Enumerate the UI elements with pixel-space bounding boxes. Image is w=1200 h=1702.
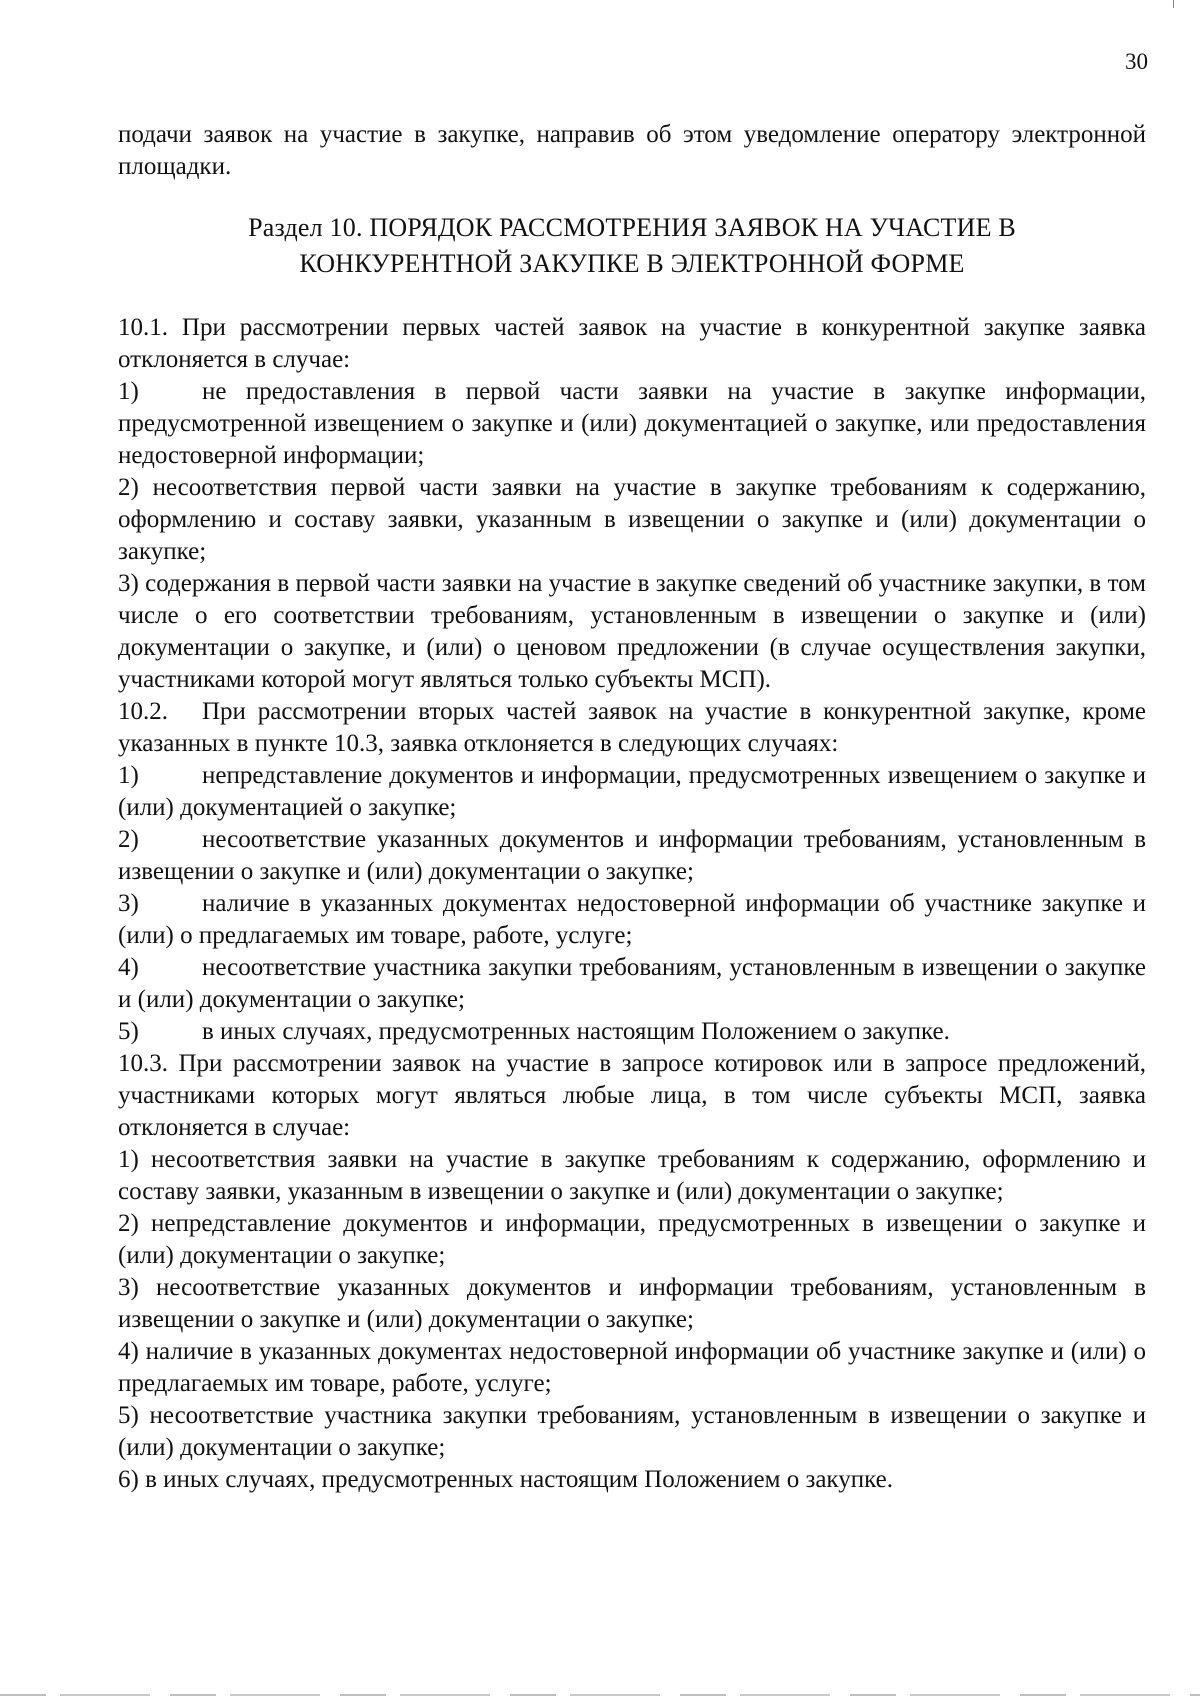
clause-10-2-item-3 — [118, 888, 1146, 952]
item-text: несоответствия заявки на участие в закупке требованиям к содержанию, оформлению и составу заявки, указанным в извещении о закупке и (или) документации о закупке; — [118, 1146, 1147, 1205]
clause-10-1-item-1 — [118, 376, 1146, 472]
clause-10-2 — [118, 696, 1146, 760]
item-number: 1) — [118, 378, 139, 405]
intro-paragraph: подачи заявок на участие в закупке, направив об этом уведомление оператору электронной площадки. — [118, 121, 1146, 180]
item-number: 4) — [118, 1338, 139, 1365]
clause-number: 10.2. — [118, 698, 168, 725]
item-text: наличие в указанных документах недостоверной информации об участнике закупке и (или) о предлагаемых им товаре, работе, услуге; — [118, 890, 1146, 949]
clause-10-3-item-5 — [118, 1400, 1146, 1464]
clause-10-3-item-3 — [118, 1272, 1146, 1336]
clause-10-3-item-6 — [118, 1464, 1146, 1496]
item-number: 5) — [118, 1402, 139, 1429]
section-title-line-2: КОНКУРЕНТНОЙ ЗАКУПКЕ В ЭЛЕКТРОННОЙ ФОРМЕ — [299, 249, 965, 278]
item-text: несоответствие участника закупки требованиям, установленным в извещении о закупке и (или) документации о закупке; — [118, 1402, 1146, 1461]
item-number: 4) — [118, 954, 139, 981]
item-text: непредставление документов и информации, предусмотренных извещением о закупке и (или) документацией о закупке; — [118, 762, 1146, 821]
document-content — [118, 119, 1146, 1496]
page-number: 30 — [1125, 49, 1148, 74]
item-text: несоответствие участника закупки требованиям, установленным в извещении о закупке и (или) документации о закупке; — [118, 954, 1146, 1013]
item-number: 3) — [118, 1274, 139, 1301]
section-heading — [118, 210, 1146, 282]
clause-10-3: 10.3. При рассмотрении заявок на участие в запросе котировок или в запросе предложений, участниками которых могут являться любые лица, в том числе субъекты МСП, заявка отклоняется в случае: — [118, 1050, 1146, 1141]
item-number: 1) — [118, 762, 139, 789]
item-text: наличие в указанных документах недостоверной информации об участнике закупке и (или) о предлагаемых им товаре, работе, услуге; — [118, 1338, 1146, 1397]
item-text: не предоставления в первой части заявки на участие в закупке информации, предусмотренной извещением о закупке и (или) документацией о закупке, или предоставления недостоверной информации; — [118, 378, 1146, 469]
bottom-scan-edge — [0, 1694, 1200, 1696]
scan-corner-mark — [1173, 0, 1174, 8]
item-number: 2) — [118, 1210, 139, 1237]
clause-10-3-item-2 — [118, 1208, 1146, 1272]
clause-10-2-item-5 — [118, 1016, 1146, 1048]
clause-10-1-item-2 — [118, 472, 1146, 568]
item-number: 3) — [118, 890, 139, 917]
item-text: содержания в первой части заявки на участие в закупке сведений об участнике закупки, в том числе о его соответствии требованиям, установленным в извещении о закупке и (или) документации о закупке, и (или) о ценовом предложении (в случае осуществления закупки, участниками которой могут являться только субъекты МСП). — [118, 570, 1147, 693]
item-text: в иных случаях, предусмотренных настоящим Положением о закупке. — [202, 1018, 950, 1045]
item-number: 6) — [118, 1466, 139, 1493]
item-text: несоответствие указанных документов и информации требованиям, установленным в извещении о закупке и (или) документации о закупке; — [118, 826, 1146, 885]
clause-10-2-item-1 — [118, 760, 1146, 824]
clause-10-1: 10.1. При рассмотрении первых частей заявок на участие в конкурентной закупке заявка отклоняется в случае: — [118, 314, 1146, 373]
item-text: в иных случаях, предусмотренных настоящим Положением о закупке. — [145, 1466, 893, 1493]
item-number: 5) — [118, 1018, 139, 1045]
clause-10-3-item-4 — [118, 1336, 1146, 1400]
clause-10-2-item-4 — [118, 952, 1146, 1016]
item-text: несоответствие указанных документов и информации требованиям, установленным в извещении о закупке и (или) документации о закупке; — [118, 1274, 1147, 1333]
item-number: 3) — [118, 570, 139, 597]
section-title-line-1: Раздел 10. ПОРЯДОК РАССМОТРЕНИЯ ЗАЯВОК НА УЧАСТИЕ В — [248, 213, 1016, 242]
clause-10-2-item-2 — [118, 824, 1146, 888]
item-text: несоответствия первой части заявки на участие в закупке требованиям к содержанию, оформлению и составу заявки, указанным в извещении о закупке и (или) документации о закупке; — [118, 474, 1146, 565]
item-number: 2) — [118, 474, 139, 501]
clause-10-3-item-1 — [118, 1144, 1146, 1208]
item-number: 2) — [118, 826, 139, 853]
item-number: 1) — [118, 1146, 139, 1173]
item-text: непредставление документов и информации, предусмотренных в извещении о закупке и (или) документации о закупке; — [118, 1210, 1147, 1269]
clause-10-1-item-3 — [118, 568, 1146, 696]
clause-text: При рассмотрении вторых частей заявок на участие в конкурентной закупке, кроме указанных в пункте 10.3, заявка отклоняется в следующих случаях: — [118, 698, 1146, 757]
